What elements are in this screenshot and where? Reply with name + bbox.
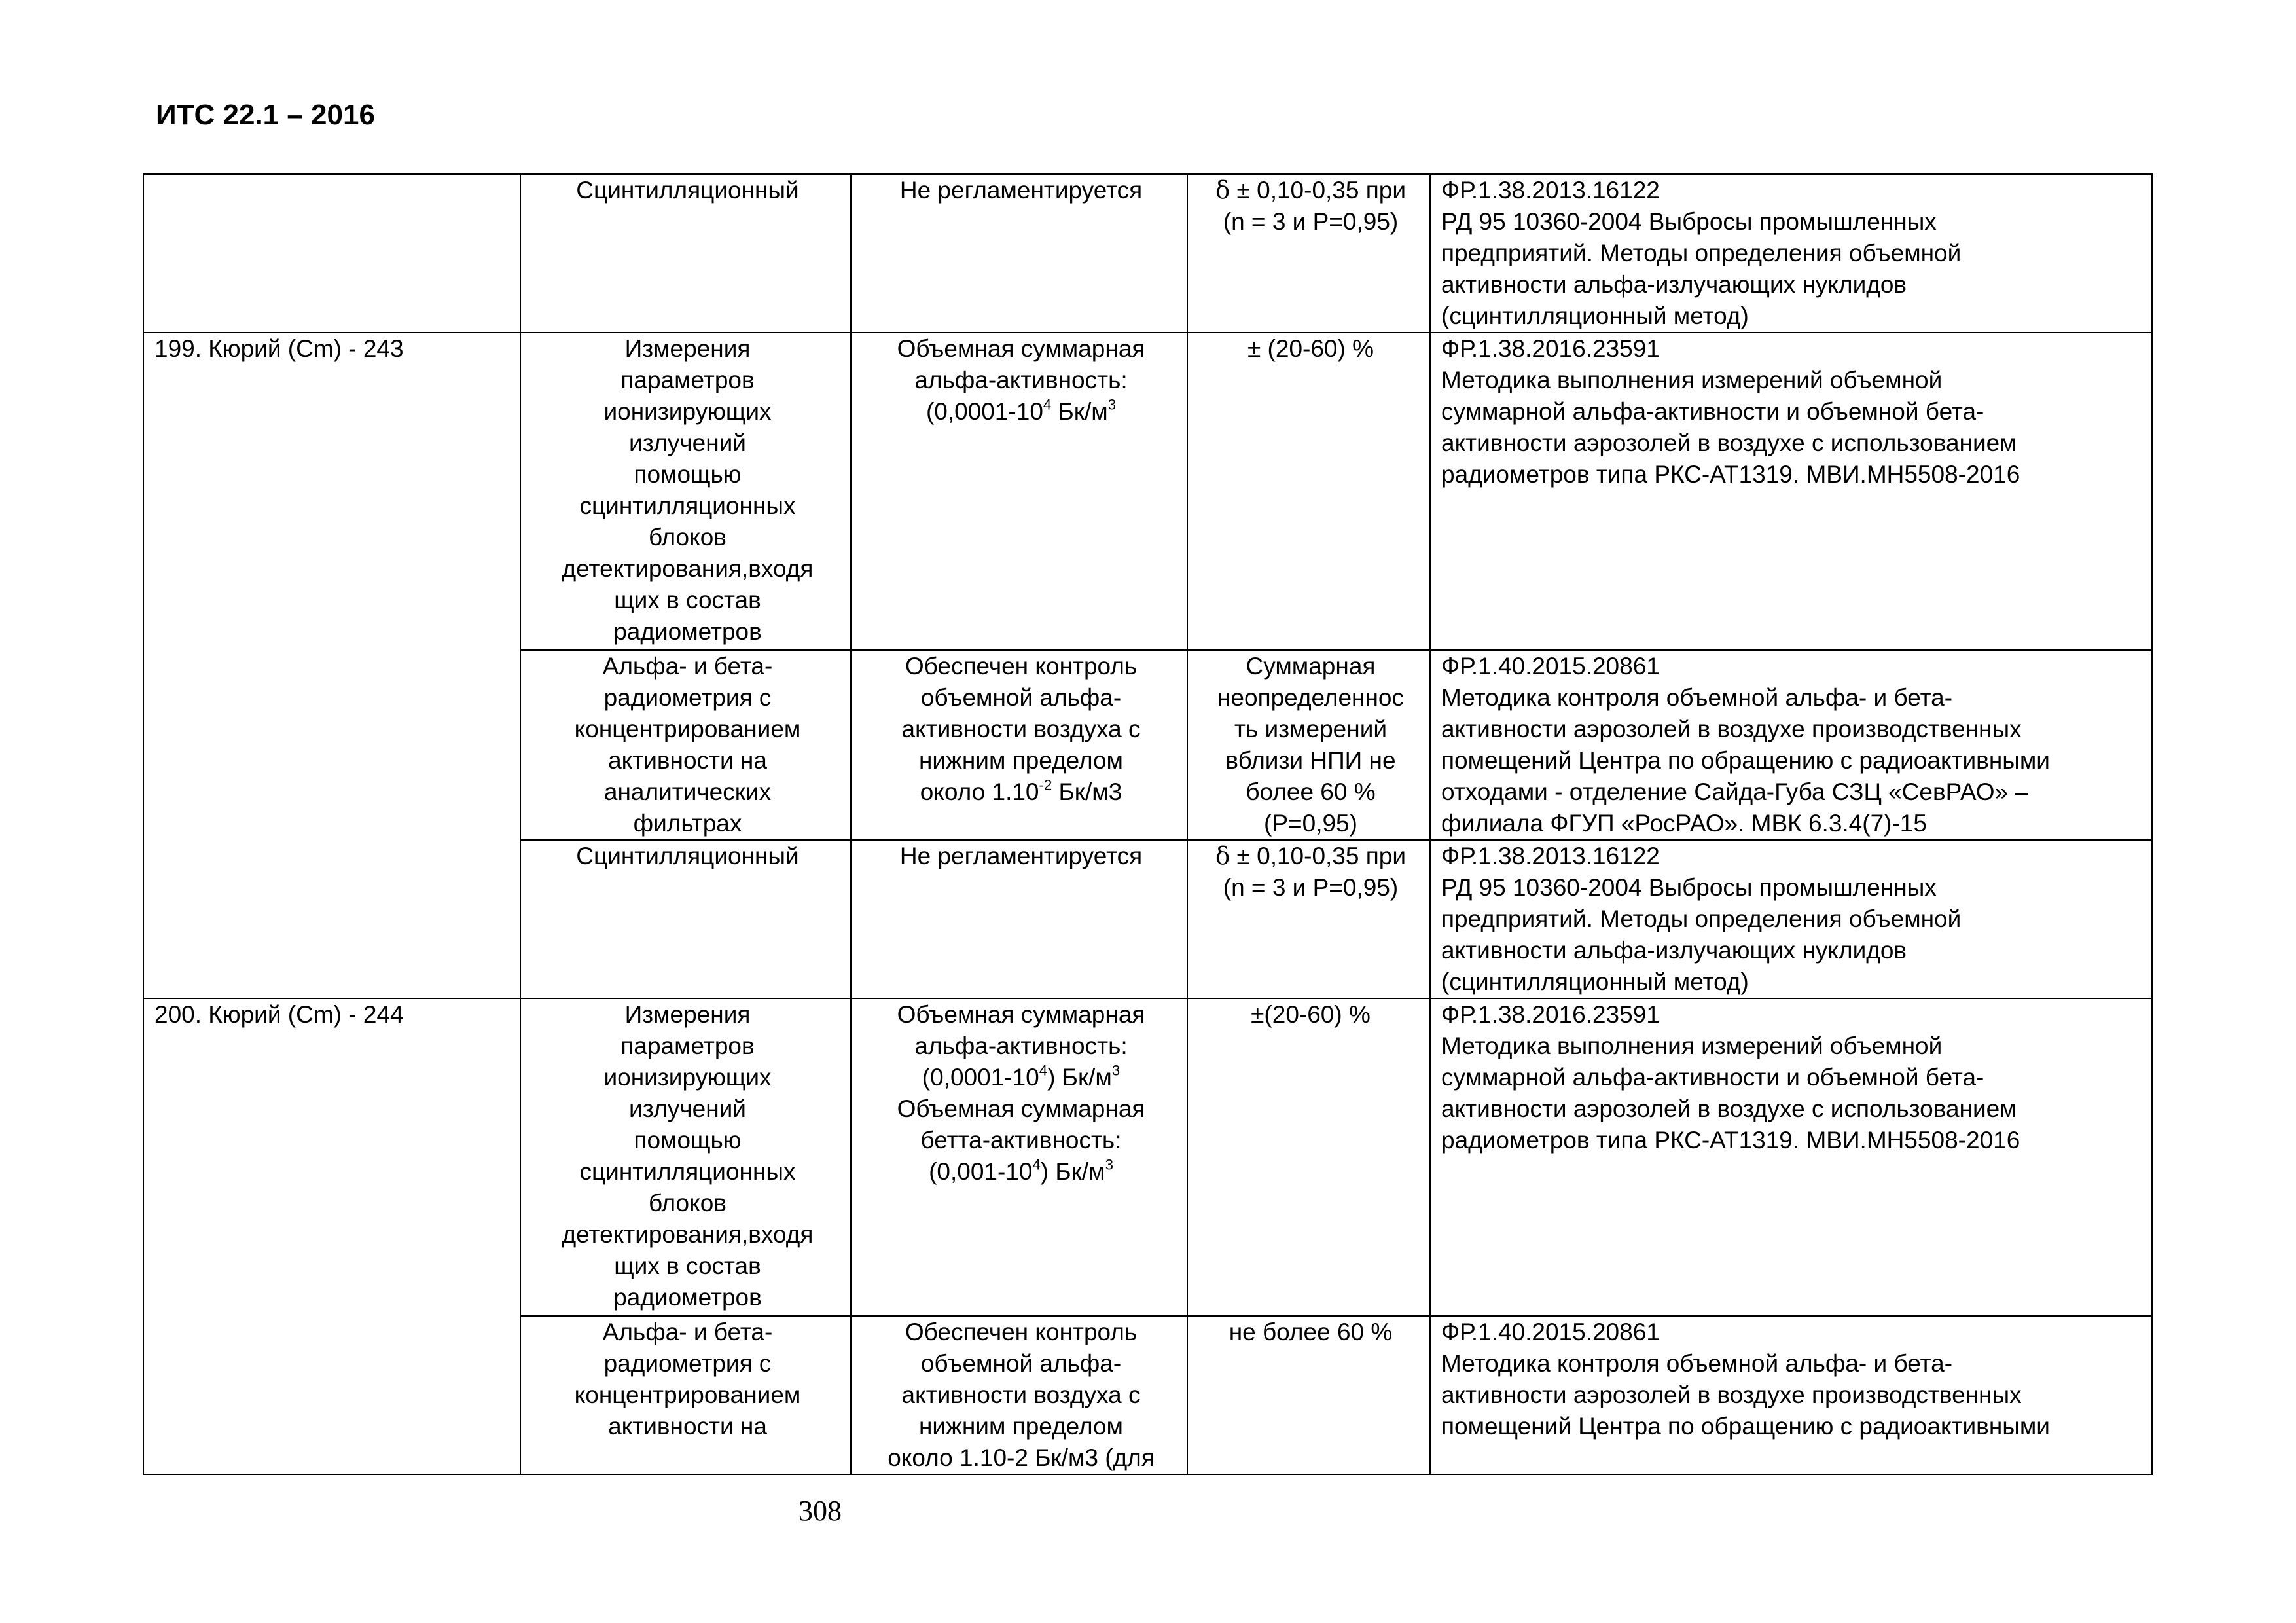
method-cell: Альфа- и бета- радиометрия с концентрированием активности на (520, 1316, 851, 1474)
document-cell: ФР.1.40.2015.20861 Методика контроля объемной альфа- и бета- активности аэрозолей в воздухе производственных помещений Центра по обращению с радиоактивными отходами - отделение Сайда-Губа СЗЦ «СевРАО» – филиала ФГУП «РосРАО». МВК 6.3.4(7)-15 (1430, 650, 2152, 840)
range-cell: Не регламентируется (851, 174, 1187, 333)
table-row (143, 333, 2152, 650)
method-cell: Сцинтилляционный (520, 840, 851, 998)
method-cell: Сцинтилляционный (520, 174, 851, 333)
range-cell: Объемная суммарная альфа-активность: ($0,0001-10^4$ $Бк/м^3$ (851, 333, 1187, 650)
page-number: 308 (798, 1495, 842, 1527)
substance-cell (143, 998, 520, 1474)
document-cell: ФР.1.38.2016.23591 Методика выполнения измерений объемной суммарной альфа-активности и объемной бета- активности аэрозолей в воздухе с использованием радиометров типа РКС-АТ1319. МВИ.МН5508-2016 (1430, 333, 2152, 650)
table-row (143, 998, 2152, 1316)
accuracy-cell: ±(20-60) % (1187, 998, 1430, 1316)
table-row (143, 174, 2152, 333)
accuracy-cell: δ ± 0,10-0,35 при (n = 3 и P=0,95) (1187, 174, 1430, 333)
document-cell: ФР.1.38.2013.16122 РД 95 10360-2004 Выбросы промышленных предприятий. Методы определения объемной активности альфа-излучающих нуклидов (сцинтилляционный метод) (1430, 174, 2152, 333)
substance-name: 199. Кюрий (Cm) - 243 (154, 335, 404, 362)
document-cell: ФР.1.38.2016.23591 Методика выполнения измерений объемной суммарной альфа-активности и объемной бета- активности аэрозолей в воздухе с использованием радиометров типа РКС-АТ1319. МВИ.МН5508-2016 (1430, 998, 2152, 1316)
delta-symbol: δ (1215, 176, 1230, 204)
substance-cell (143, 174, 520, 333)
range-cell: Объемная суммарная альфа-активность: $(0,0001-10^4)$ $Бк/м^3$ Объемная суммарная бетта-активность: $(0,001-10^4)$ $Бк/м^3$ (851, 998, 1187, 1316)
accuracy-cell: Суммарная неопределеннос ть измерений вблизи НПИ не более 60 % (P=0,95) (1187, 650, 1430, 840)
method-cell: Измерения параметров ионизирующих излучений помощью сцинтилляционных блоков детектирования,входя щих в состав радиометров (520, 333, 851, 650)
document-cell: ФР.1.40.2015.20861 Методика контроля объемной альфа- и бета- активности аэрозолей в воздухе производственных помещений Центра по обращению с радиоактивными (1430, 1316, 2152, 1474)
accuracy-cell: ± (20-60) % (1187, 333, 1430, 650)
document-cell: ФР.1.38.2013.16122 РД 95 10360-2004 Выбросы промышленных предприятий. Методы определения объемной активности альфа-излучающих нуклидов (сцинтилляционный метод) (1430, 840, 2152, 998)
delta-symbol: δ (1215, 842, 1230, 870)
range-cell: Не регламентируется (851, 840, 1187, 998)
range-cell: Обеспечен контроль объемной альфа- активности воздуха с нижним пределом около 1.10-2 Бк/м3 (для (851, 1316, 1187, 1474)
document-code-header: ИТС 22.1 – 2016 (156, 99, 375, 131)
substance-cell (143, 333, 520, 998)
range-cell: Обеспечен контроль объемной альфа- активности воздуха с нижним пределом около $1.10^{-2}$ Бк/м3 (851, 650, 1187, 840)
methods-table (143, 173, 2153, 1475)
method-cell: Измерения параметров ионизирующих излучений помощью сцинтилляционных блоков детектирования,входя щих в состав радиометров (520, 998, 851, 1316)
substance-name: 200. Кюрий (Cm) - 244 (154, 1001, 404, 1028)
method-cell: Альфа- и бета- радиометрия с концентрированием активности на аналитических фильтрах (520, 650, 851, 840)
accuracy-cell: δ ± 0,10-0,35 при (n = 3 и P=0,95) (1187, 840, 1430, 998)
accuracy-cell: не более 60 % (1187, 1316, 1430, 1474)
